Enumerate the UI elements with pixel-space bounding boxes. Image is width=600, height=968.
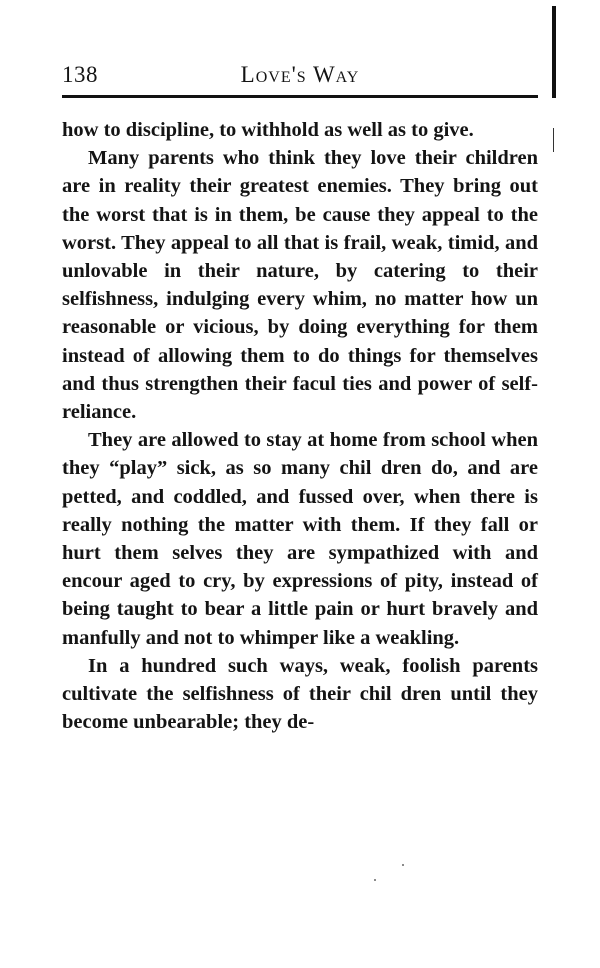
text-line: themselves and thus strengthen their facul <box>62 344 538 395</box>
text-line: give. <box>433 119 474 141</box>
text-line: how to discipline, to withhold as well as to <box>62 119 429 141</box>
text-line: bravely and manfully and not to whimper like <box>62 598 538 649</box>
text-line: matter with them. If they fall or hurt them <box>62 513 539 565</box>
paragraph-4 <box>62 652 538 737</box>
text-line: in their nature, by catering to their selfishness, <box>62 260 539 311</box>
scan-speck <box>374 879 376 881</box>
text-line: a weakling. <box>360 626 460 649</box>
text-line: ties and power of self-reliance. <box>62 372 539 424</box>
text-line: dren do, and are petted, and coddled, and <box>62 457 538 508</box>
page-header <box>62 60 538 90</box>
text-line: indulging every whim, no matter how un <box>166 288 539 311</box>
page-number: 138 <box>62 62 98 87</box>
page-edge-tick <box>553 128 554 152</box>
body-text <box>62 116 538 736</box>
text-line: In a hundred such ways, weak, foolish <box>88 654 461 677</box>
text-line: to all that is frail, weak, timid, and unlovable <box>62 231 538 283</box>
text-line: cause they appeal to the worst. They appeal <box>62 203 539 254</box>
text-line: them instead of allowing them to do things for <box>62 316 539 367</box>
text-line: dren until they become unbearable; they de- <box>62 683 538 734</box>
text-line: selves they are sympathized with and encour <box>62 542 539 593</box>
text-line: Many parents who think they love their <box>88 147 457 170</box>
text-line: reasonable or vicious, by doing everything for <box>62 316 485 339</box>
text-line: school when they “play” sick, as so many chil <box>62 429 538 480</box>
running-title: Love's Way <box>240 62 360 87</box>
text-line: fussed over, when there is really nothing the <box>62 485 538 536</box>
page-edge-line <box>552 6 556 98</box>
paragraph-3 <box>62 426 538 652</box>
header-rule <box>62 95 538 98</box>
paragraph-1 <box>62 116 538 144</box>
text-line: parents cultivate the selfishness of their chil <box>62 654 538 706</box>
scan-speck <box>402 864 404 866</box>
text-line: children are in reality their greatest enemies. <box>62 147 538 198</box>
text-line: being taught to bear a little pain or hurt <box>62 598 426 621</box>
paragraph-2 <box>62 144 538 426</box>
text-line: They are allowed to stay at home from <box>88 429 426 452</box>
text-line: They bring out the worst that is in them, be <box>62 175 538 226</box>
text-line: aged to cry, by expressions of pity, instead of <box>129 570 539 593</box>
